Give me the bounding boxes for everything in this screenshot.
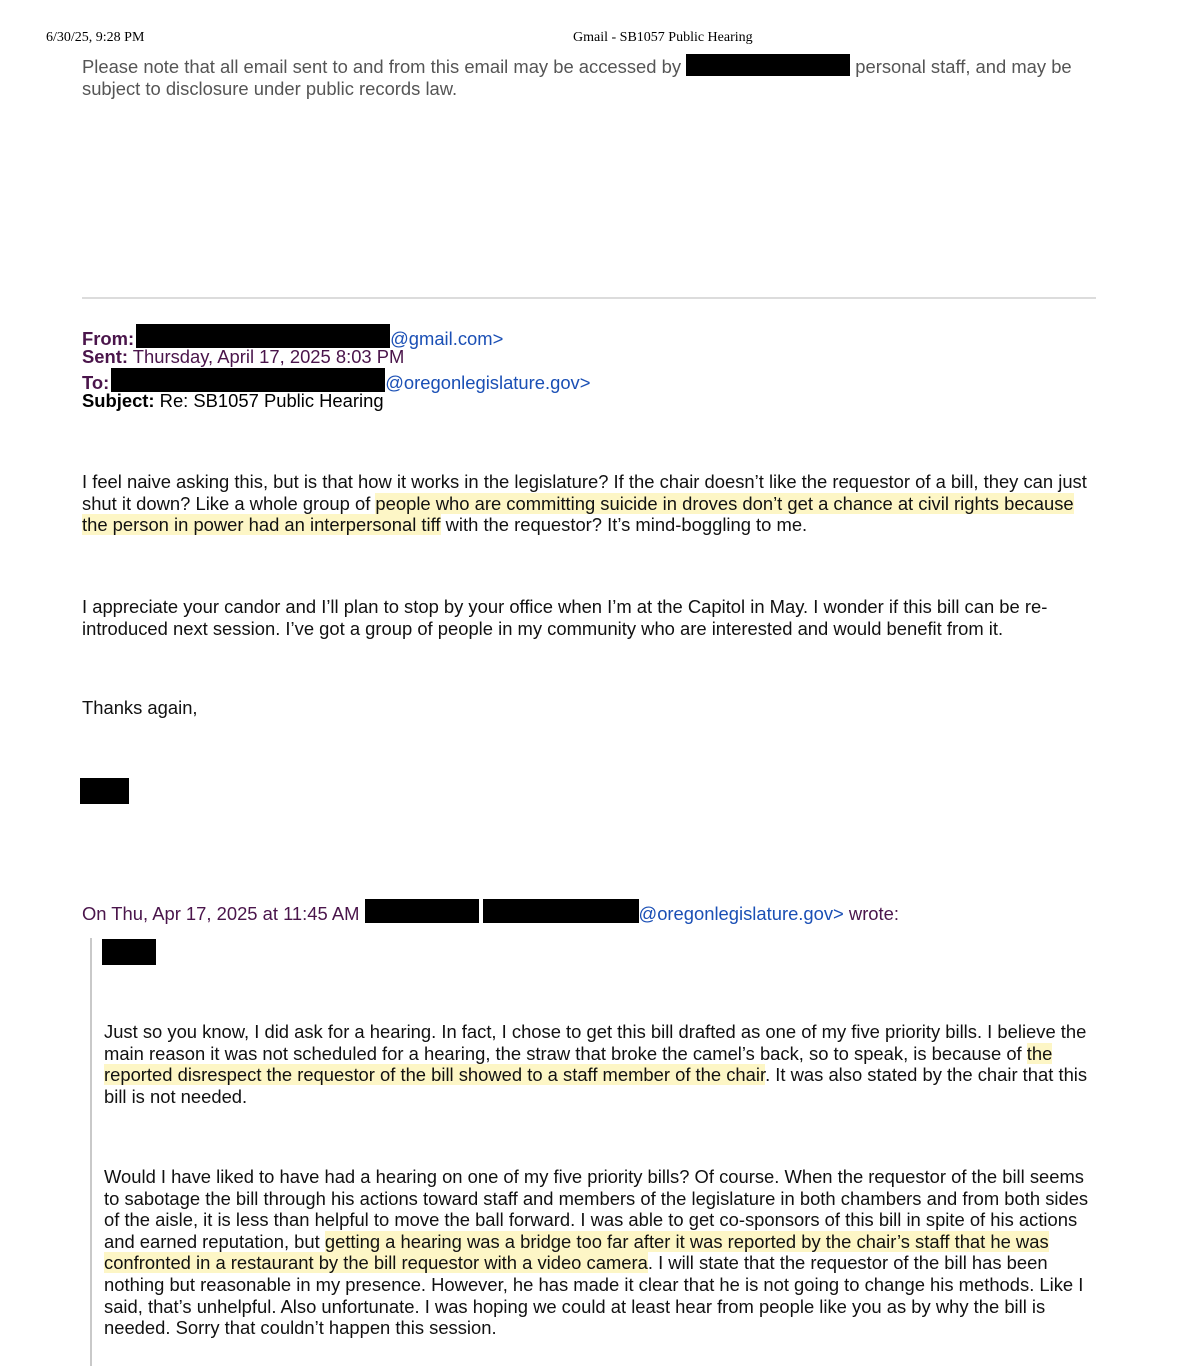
sent-row	[82, 346, 591, 368]
to-label: To:	[82, 372, 110, 393]
subject-value: Re: SB1057 Public Hearing	[154, 390, 384, 411]
quote-bar	[90, 938, 92, 1366]
reply-text: I feel naive asking this, but is that how it works in the legislature? If the chair doesn’t like the requestor of a bill, they can just shut it down? Like a whole group of	[82, 471, 1087, 514]
from-email-domain[interactable]: @gmail.com>	[390, 328, 504, 349]
print-datetime: 6/30/25, 9:28 PM	[46, 30, 145, 45]
to-email-domain[interactable]: @oregonlegislature.gov>	[385, 372, 591, 393]
divider	[82, 297, 1096, 299]
print-title: Gmail - SB1057 Public Hearing	[573, 30, 753, 45]
redaction-bar	[136, 324, 390, 348]
to-row	[82, 368, 591, 393]
reply-paragraph-1	[82, 471, 1102, 536]
sent-label: Sent:	[82, 346, 128, 367]
quoted-email-domain[interactable]: @oregonlegislature.gov>	[638, 903, 844, 924]
redaction-bar	[365, 899, 479, 923]
quoted-date: On Thu, Apr 17, 2025 at 11:45 AM	[82, 903, 365, 924]
subject-label: Subject:	[82, 390, 155, 411]
signature-redaction	[80, 778, 129, 804]
highlighted-text: the reported disrespect the requestor of the bill showed to a staff member of the chair	[104, 1042, 1053, 1086]
notice-text-1: Please note that all email sent to and from this email may be accessed by	[82, 56, 687, 77]
message-headers	[82, 324, 591, 412]
notice-text-2: personal staff, and may be subject to disclosure under public records law.	[82, 56, 1072, 99]
reply-signoff: Thanks again,	[82, 697, 198, 718]
quoted-wrote: wrote:	[843, 903, 899, 924]
reply-text: with the requestor? It’s mind-boggling to me.	[440, 514, 808, 536]
disclosure-notice	[82, 54, 1092, 99]
sent-value: Thursday, April 17, 2025 8:03 PM	[127, 346, 405, 367]
from-row	[82, 324, 591, 349]
quoted-attribution	[82, 899, 899, 925]
highlighted-text: people who are committing suicide in droves don’t get a chance at civil rights because the person in power had an interpersonal tiff	[82, 492, 1074, 536]
quoted-paragraph-2	[104, 1166, 1099, 1339]
quoted-paragraph-1	[104, 1021, 1099, 1107]
redaction-bar	[483, 899, 639, 923]
quoted-text: Would I have liked to have had a hearing on one of my five priority bills? Of course. When the requestor of the bill seems to sabotage the bill through his actions toward staff and members of the legislature in both chambers and from both sides of the aisle, it is less than helpful to move the ball forward. I was able to get co-sponsors of this bill in spite of his actions and earned reputation, but	[104, 1166, 1089, 1252]
redaction-bar	[686, 54, 850, 76]
quoted-text: . I will state that the requestor of the bill has been nothing but reasonable in my presence. However, he has made it clear that he is not going to change his methods. Like I said, that’s unhelpful. Also unfortunate. I was hoping we could at least hear from people like you as by why the bill is needed. Sorry that couldn’t happen this session.	[104, 1252, 1084, 1339]
redaction-bar	[111, 368, 385, 392]
quoted-text: . It was also stated by the chair that this bill is not needed.	[104, 1064, 1088, 1107]
subject-row	[82, 390, 591, 412]
reply-paragraph-2: I appreciate your candor and I’ll plan to stop by your office when I’m at the Capitol in May. I wonder if this bill can be re-introduced next session. I’ve got a group of people in my community who are interested and would benefit from it.	[82, 596, 1048, 639]
from-label: From:	[82, 328, 135, 349]
highlighted-text: getting a hearing was a bridge too far after it was reported by the chair’s staff that he was confronted in a restaurant by the bill requestor with a video camera	[104, 1230, 1049, 1274]
greeting-redaction	[102, 939, 156, 965]
quoted-text: Just so you know, I did ask for a hearing. In fact, I chose to get this bill drafted as one of my five priority bills. I believe the main reason it was not scheduled for a hearing, the straw that broke the camel’s back, so to speak, is because of	[104, 1021, 1087, 1064]
